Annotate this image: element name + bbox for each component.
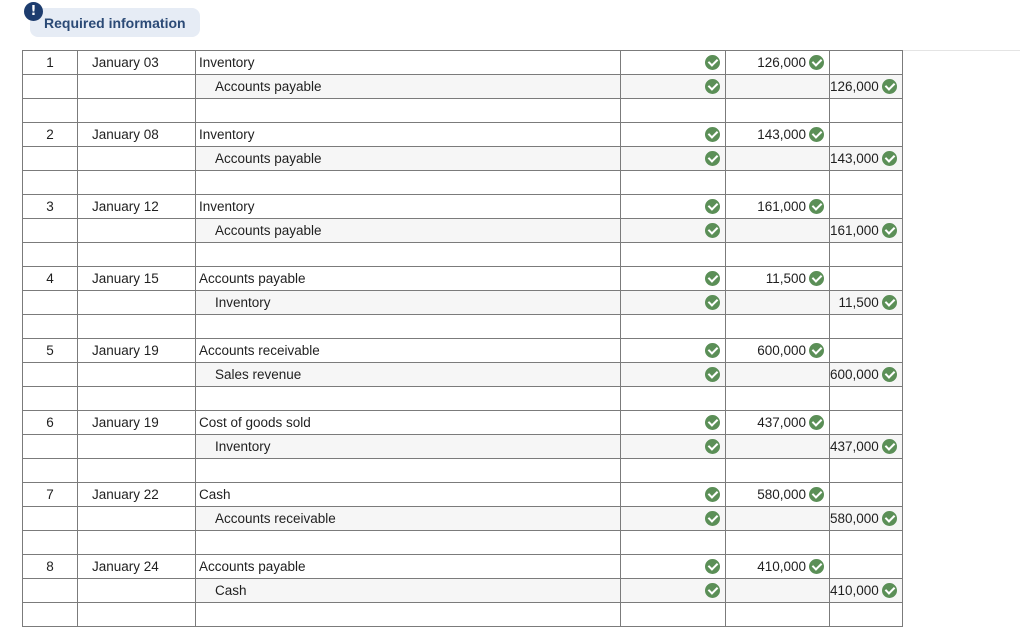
blank-cell	[23, 243, 78, 267]
debit-account-label: Inventory	[199, 127, 255, 142]
account-select-debit[interactable]	[196, 51, 621, 75]
credit-amount-input[interactable]	[830, 195, 903, 219]
journal-row-blank	[23, 459, 903, 483]
journal-row-debit	[23, 411, 903, 435]
debit-amount-input[interactable]	[726, 579, 830, 603]
debit-amount-input[interactable]	[726, 123, 830, 147]
credit-amount: 11,500	[838, 295, 879, 311]
account-select-blank[interactable]	[196, 315, 621, 339]
credit-amount: 143,000	[830, 151, 879, 167]
account-select-credit[interactable]	[196, 363, 621, 387]
account-select-debit[interactable]	[196, 267, 621, 291]
entry-date: January 08	[78, 123, 196, 147]
blank-cell	[621, 315, 726, 339]
blank-cell	[621, 459, 726, 483]
entry-date-empty	[78, 219, 196, 243]
entry-number-empty	[23, 291, 78, 315]
credit-amount-input[interactable]	[830, 171, 903, 195]
correct-check-icon	[809, 271, 824, 286]
debit-amount-input[interactable]	[726, 531, 830, 555]
correct-check-icon	[705, 79, 720, 94]
account-select-blank[interactable]	[196, 243, 621, 267]
blank-cell	[23, 315, 78, 339]
entry-number-empty	[23, 75, 78, 99]
account-select-blank[interactable]	[196, 459, 621, 483]
entry-date-empty	[78, 579, 196, 603]
account-select-credit[interactable]	[196, 435, 621, 459]
journal-row-credit	[23, 219, 903, 243]
debit-amount-input[interactable]	[726, 507, 830, 531]
account-check-cell	[621, 411, 726, 435]
debit-account-label: Inventory	[199, 199, 255, 214]
credit-amount: 600,000	[830, 367, 879, 383]
entry-date: January 24	[78, 555, 196, 579]
account-select-credit[interactable]	[196, 507, 621, 531]
account-check-cell	[621, 147, 726, 171]
correct-check-icon	[705, 511, 720, 526]
entry-number-empty	[23, 579, 78, 603]
journal-row-debit	[23, 267, 903, 291]
correct-check-icon	[882, 223, 897, 238]
correct-check-icon	[705, 199, 720, 214]
blank-cell	[23, 459, 78, 483]
account-check-cell	[621, 363, 726, 387]
journal-row-blank	[23, 171, 903, 195]
debit-amount-input[interactable]	[726, 171, 830, 195]
required-information-badge	[30, 8, 200, 37]
credit-amount-input[interactable]	[830, 75, 903, 99]
account-select-blank[interactable]	[196, 99, 621, 123]
entry-date-empty	[78, 75, 196, 99]
entry-number: 7	[23, 483, 78, 507]
journal-row-debit	[23, 555, 903, 579]
correct-check-icon	[882, 295, 897, 310]
entry-number: 1	[23, 51, 78, 75]
correct-check-icon	[809, 127, 824, 142]
credit-amount-input[interactable]	[830, 507, 903, 531]
correct-check-icon	[882, 79, 897, 94]
entry-number: 4	[23, 267, 78, 291]
alert-icon: !	[24, 2, 43, 21]
debit-amount-input[interactable]	[726, 483, 830, 507]
credit-amount-input[interactable]	[830, 411, 903, 435]
credit-account-label: Cash	[215, 583, 247, 598]
journal-row-debit	[23, 339, 903, 363]
correct-check-icon	[882, 583, 897, 598]
credit-amount-input[interactable]	[830, 579, 903, 603]
blank-cell	[621, 99, 726, 123]
account-check-cell	[621, 123, 726, 147]
correct-check-icon	[809, 559, 824, 574]
journal-row-blank	[23, 387, 903, 411]
credit-amount-input[interactable]	[830, 267, 903, 291]
account-select-blank[interactable]	[196, 171, 621, 195]
correct-check-icon	[705, 583, 720, 598]
account-select-debit[interactable]	[196, 123, 621, 147]
blank-cell	[78, 99, 196, 123]
blank-cell	[621, 531, 726, 555]
entry-date: January 19	[78, 411, 196, 435]
debit-amount: 161,000	[757, 199, 806, 215]
account-select-blank[interactable]	[196, 387, 621, 411]
entry-number-empty	[23, 219, 78, 243]
account-check-cell	[621, 435, 726, 459]
blank-cell	[23, 171, 78, 195]
credit-amount-input[interactable]	[830, 531, 903, 555]
debit-amount-input[interactable]	[726, 267, 830, 291]
journal-row-blank	[23, 603, 903, 627]
correct-check-icon	[705, 151, 720, 166]
entry-date-empty	[78, 147, 196, 171]
account-select-debit[interactable]	[196, 411, 621, 435]
journal-row-blank	[23, 531, 903, 555]
account-select-debit[interactable]	[196, 555, 621, 579]
debit-account-label: Accounts payable	[199, 271, 306, 286]
entry-number: 3	[23, 195, 78, 219]
correct-check-icon	[705, 271, 720, 286]
journal-row-credit	[23, 435, 903, 459]
entry-date: January 12	[78, 195, 196, 219]
entry-number: 5	[23, 339, 78, 363]
entry-date-empty	[78, 291, 196, 315]
correct-check-icon	[705, 367, 720, 382]
correct-check-icon	[809, 199, 824, 214]
credit-account-label: Sales revenue	[215, 367, 302, 382]
credit-amount-input[interactable]	[830, 339, 903, 363]
credit-amount: 437,000	[830, 439, 879, 455]
journal-row-credit	[23, 579, 903, 603]
entry-date-empty	[78, 435, 196, 459]
account-select-credit[interactable]	[196, 291, 621, 315]
required-information-label: Required information	[44, 15, 186, 31]
journal-row-credit	[23, 291, 903, 315]
correct-check-icon	[809, 55, 824, 70]
correct-check-icon	[705, 55, 720, 70]
credit-account-label: Inventory	[215, 295, 271, 310]
debit-amount: 126,000	[757, 55, 806, 71]
credit-account-label: Accounts payable	[215, 223, 322, 238]
entry-date: January 19	[78, 339, 196, 363]
correct-check-icon	[705, 343, 720, 358]
journal-row-credit	[23, 507, 903, 531]
account-check-cell	[621, 579, 726, 603]
account-check-cell	[621, 195, 726, 219]
blank-cell	[621, 603, 726, 627]
blank-cell	[78, 387, 196, 411]
account-select-debit[interactable]	[196, 483, 621, 507]
entry-number-empty	[23, 507, 78, 531]
debit-account-label: Inventory	[199, 55, 255, 70]
debit-amount-input[interactable]	[726, 459, 830, 483]
account-check-cell	[621, 267, 726, 291]
entry-number-empty	[23, 147, 78, 171]
journal-row-debit	[23, 195, 903, 219]
credit-amount-input[interactable]	[830, 603, 903, 627]
account-check-cell	[621, 75, 726, 99]
credit-amount: 410,000	[830, 583, 879, 599]
account-select-credit[interactable]	[196, 579, 621, 603]
blank-cell	[621, 243, 726, 267]
account-select-blank[interactable]	[196, 531, 621, 555]
correct-check-icon	[705, 559, 720, 574]
debit-amount-input[interactable]	[726, 555, 830, 579]
credit-amount-input[interactable]	[830, 219, 903, 243]
credit-amount-input[interactable]	[830, 99, 903, 123]
debit-amount-input[interactable]	[726, 195, 830, 219]
correct-check-icon	[882, 367, 897, 382]
credit-amount: 580,000	[830, 511, 879, 527]
entry-date: January 22	[78, 483, 196, 507]
debit-amount-input[interactable]	[726, 147, 830, 171]
credit-amount-input[interactable]	[830, 147, 903, 171]
correct-check-icon	[705, 127, 720, 142]
blank-cell	[78, 603, 196, 627]
entry-date-empty	[78, 507, 196, 531]
debit-account-label: Accounts receivable	[199, 343, 320, 358]
debit-amount-input[interactable]	[726, 243, 830, 267]
entry-number: 8	[23, 555, 78, 579]
journal-row-credit	[23, 75, 903, 99]
blank-cell	[621, 387, 726, 411]
debit-amount-input[interactable]	[726, 75, 830, 99]
blank-cell	[23, 531, 78, 555]
account-select-debit[interactable]	[196, 195, 621, 219]
blank-cell	[78, 243, 196, 267]
debit-amount-input[interactable]	[726, 387, 830, 411]
entry-date: January 15	[78, 267, 196, 291]
credit-amount-input[interactable]	[830, 291, 903, 315]
blank-cell	[78, 171, 196, 195]
blank-cell	[23, 387, 78, 411]
credit-amount-input[interactable]	[830, 555, 903, 579]
blank-cell	[78, 315, 196, 339]
credit-amount-input[interactable]	[830, 435, 903, 459]
account-check-cell	[621, 555, 726, 579]
correct-check-icon	[882, 151, 897, 166]
credit-account-label: Accounts payable	[215, 79, 322, 94]
journal-row-credit	[23, 147, 903, 171]
account-select-credit[interactable]	[196, 75, 621, 99]
debit-account-label: Accounts payable	[199, 559, 306, 574]
debit-amount-input[interactable]	[726, 339, 830, 363]
debit-amount-input[interactable]	[726, 435, 830, 459]
correct-check-icon	[705, 223, 720, 238]
entry-number-empty	[23, 363, 78, 387]
correct-check-icon	[882, 439, 897, 454]
debit-amount: 11,500	[765, 271, 806, 287]
account-select-blank[interactable]	[196, 603, 621, 627]
journal-row-blank	[23, 243, 903, 267]
correct-check-icon	[705, 415, 720, 430]
blank-cell	[78, 531, 196, 555]
debit-amount-input[interactable]	[726, 219, 830, 243]
blank-cell	[23, 603, 78, 627]
correct-check-icon	[809, 343, 824, 358]
debit-amount-input[interactable]	[726, 51, 830, 75]
debit-account-label: Cost of goods sold	[199, 415, 311, 430]
credit-amount: 126,000	[830, 79, 879, 95]
correct-check-icon	[882, 511, 897, 526]
debit-amount: 600,000	[757, 343, 806, 359]
debit-amount-input[interactable]	[726, 363, 830, 387]
entry-date-empty	[78, 363, 196, 387]
account-check-cell	[621, 219, 726, 243]
correct-check-icon	[705, 439, 720, 454]
debit-amount: 410,000	[757, 559, 806, 575]
debit-amount-input[interactable]	[726, 315, 830, 339]
credit-amount-input[interactable]	[830, 315, 903, 339]
journal-row-debit	[23, 483, 903, 507]
credit-account-label: Accounts payable	[215, 151, 322, 166]
blank-cell	[23, 99, 78, 123]
journal-row-blank	[23, 99, 903, 123]
credit-amount-input[interactable]	[830, 363, 903, 387]
account-select-debit[interactable]	[196, 339, 621, 363]
account-select-credit[interactable]	[196, 147, 621, 171]
account-check-cell	[621, 291, 726, 315]
correct-check-icon	[809, 415, 824, 430]
blank-cell	[621, 171, 726, 195]
debit-amount-input[interactable]	[726, 603, 830, 627]
debit-amount: 437,000	[757, 415, 806, 431]
debit-account-label: Cash	[199, 487, 231, 502]
credit-amount-input[interactable]	[830, 387, 903, 411]
journal-table	[22, 50, 903, 627]
blank-cell	[78, 459, 196, 483]
credit-amount: 161,000	[830, 223, 879, 239]
entry-number-empty	[23, 435, 78, 459]
account-check-cell	[621, 51, 726, 75]
entry-date: January 03	[78, 51, 196, 75]
entry-number: 2	[23, 123, 78, 147]
debit-amount: 143,000	[757, 127, 806, 143]
credit-amount-input[interactable]	[830, 483, 903, 507]
debit-amount-input[interactable]	[726, 411, 830, 435]
account-check-cell	[621, 339, 726, 363]
journal-row-debit	[23, 123, 903, 147]
credit-amount-input[interactable]	[830, 51, 903, 75]
debit-amount-input[interactable]	[726, 99, 830, 123]
entry-number: 6	[23, 411, 78, 435]
credit-amount-input[interactable]	[830, 123, 903, 147]
debit-amount: 580,000	[757, 487, 806, 503]
correct-check-icon	[705, 295, 720, 310]
correct-check-icon	[809, 487, 824, 502]
credit-account-label: Inventory	[215, 439, 271, 454]
correct-check-icon	[705, 487, 720, 502]
account-check-cell	[621, 507, 726, 531]
credit-account-label: Accounts receivable	[215, 511, 336, 526]
journal-row-debit	[23, 51, 903, 75]
account-check-cell	[621, 483, 726, 507]
debit-amount-input[interactable]	[726, 291, 830, 315]
journal-row-blank	[23, 315, 903, 339]
credit-amount-input[interactable]	[830, 459, 903, 483]
account-select-credit[interactable]	[196, 219, 621, 243]
credit-amount-input[interactable]	[830, 243, 903, 267]
journal-row-credit	[23, 363, 903, 387]
